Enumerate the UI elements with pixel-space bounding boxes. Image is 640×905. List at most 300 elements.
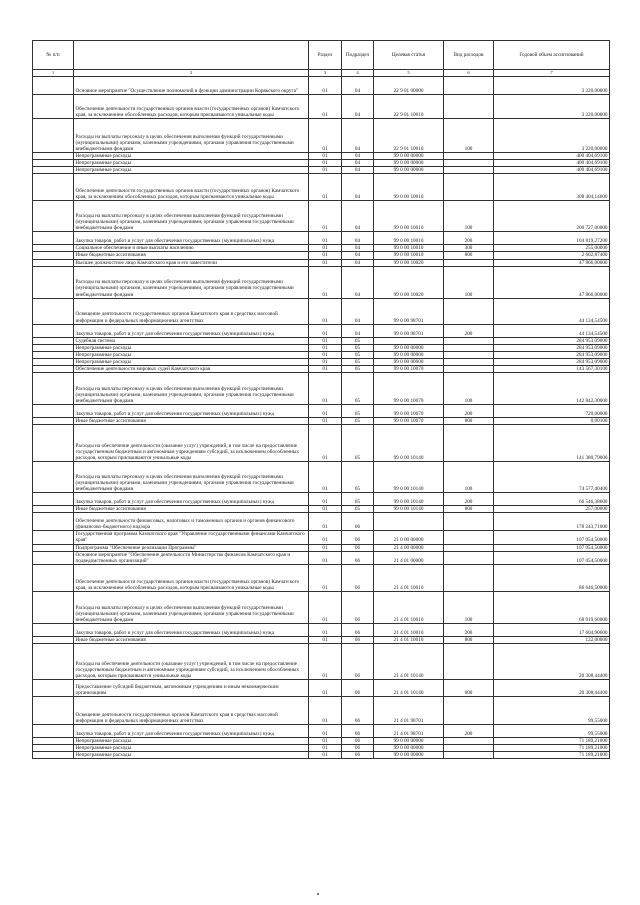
num-cell	[33, 623, 74, 636]
vr-cell: 200	[444, 232, 494, 245]
num-cell	[33, 696, 74, 724]
name-cell: Закупка товаров, работ и услуг для обеспечения государственных (муниципальных) нужд	[74, 724, 309, 737]
name-cell: Расходы на выплаты персоналу в целях обеспечения выполнения функций государственными (муниципальными) органами, казенными учреждениями, органами управления государственными внебюджетными фондами	[74, 266, 309, 298]
vr-cell: 100	[444, 373, 494, 405]
podrazdel-cell: 04	[342, 153, 374, 160]
name-cell: Закупка товаров, работ и услуг для обеспечения государственных (муниципальных) нужд	[74, 232, 309, 245]
razdel-cell: 01	[309, 373, 342, 405]
podrazdel-cell: 04	[342, 160, 374, 167]
table-row	[33, 462, 610, 493]
num-cell	[33, 752, 74, 759]
table-row	[33, 531, 610, 544]
razdel-cell: 01	[309, 623, 342, 636]
csr-cell: 99 0 00 98701	[374, 298, 444, 324]
podrazdel-cell: 06	[342, 591, 374, 623]
table-row	[33, 425, 610, 462]
num-cell	[33, 493, 74, 506]
csr-cell: 21 0 00 00000	[374, 531, 444, 544]
name-cell: Основное мероприятие "Осуществление полномочий в функции администрации Корякского округа"	[74, 77, 309, 95]
amount-cell: 44 134,54500	[494, 324, 610, 337]
amount-cell: 47 866,00000	[494, 266, 610, 298]
name-cell: Закупка товаров, работ и услуг для обеспечения государственных (муниципальных) нужд	[74, 324, 309, 337]
podrazdel-cell: 04	[342, 245, 374, 252]
num-cell	[33, 591, 74, 623]
razdel-cell: 01	[309, 696, 342, 724]
name-cell: Расходы на выплаты персоналу в целях обеспечения выполнения функций государственными (муниципальными) органами, казенными учреждениями, органами управления государственными внебюджетными фондами	[74, 373, 309, 405]
podrazdel-cell: 05	[342, 405, 374, 418]
vr-cell	[444, 531, 494, 544]
razdel-cell: 01	[309, 167, 342, 174]
vr-cell	[444, 366, 494, 373]
num-cell	[33, 425, 74, 462]
name-cell: Непрограммные расходы	[74, 358, 309, 365]
podrazdel-cell: 04	[342, 119, 374, 153]
amount-cell: 107 054,50000	[494, 544, 610, 551]
vr-cell: 100	[444, 119, 494, 153]
csr-cell: 99 0 00 10020	[374, 259, 444, 266]
num-cell	[33, 679, 74, 696]
razdel-cell: 01	[309, 266, 342, 298]
csr-cell: 21 4 01 10140	[374, 643, 444, 679]
header-name	[74, 41, 309, 70]
page-mark	[317, 893, 319, 895]
table-row	[33, 737, 610, 744]
razdel-cell: 01	[309, 531, 342, 544]
csr-cell	[374, 337, 444, 344]
podrazdel-cell: 04	[342, 201, 374, 232]
header-num: № п/п	[33, 41, 74, 70]
name-cell: Иные бюджетные ассигнования	[74, 252, 309, 259]
vr-cell: 800	[444, 506, 494, 513]
podrazdel-cell: 06	[342, 564, 374, 591]
razdel-cell: 01	[309, 636, 342, 643]
amount-cell: 284 953,09000	[494, 344, 610, 351]
name-cell: Обеспечение деятельности государственных органов власти (государственных органов) Камчатского края, за исключением обособленных расходов, которым присваиваются уникальные коды	[74, 564, 309, 591]
num-cell	[33, 174, 74, 201]
podrazdel-cell: 05	[342, 418, 374, 425]
name-cell: Иные бюджетные ассигнования	[74, 636, 309, 643]
vr-cell: 200	[444, 623, 494, 636]
amount-cell: 257,00000	[494, 506, 610, 513]
num-cell	[33, 418, 74, 425]
csr-cell: 99 0 00 10010	[374, 245, 444, 252]
csr-cell: 22 9 01 10010	[374, 119, 444, 153]
name-cell: Непрограммные расходы	[74, 160, 309, 167]
header-vr: Вид расходов	[444, 41, 494, 70]
podrazdel-cell: 05	[342, 337, 374, 344]
table-row	[33, 591, 610, 623]
vr-cell: 800	[444, 636, 494, 643]
vr-cell: 800	[444, 252, 494, 259]
name-cell: Освещение деятельности государственных органов Камчатского края в средствах массовой информации и федеральных информационных агентствах	[74, 696, 309, 724]
table-row	[33, 366, 610, 373]
vr-cell: 200	[444, 724, 494, 737]
table-row	[33, 513, 610, 531]
num-cell	[33, 266, 74, 298]
vr-cell	[444, 737, 494, 744]
num-cell	[33, 373, 74, 405]
podrazdel-cell: 06	[342, 724, 374, 737]
csr-cell: 99 0 00 10010	[374, 174, 444, 201]
num-cell	[33, 544, 74, 551]
amount-cell: 86 646,50000	[494, 564, 610, 591]
header-row	[33, 41, 610, 70]
name-cell: Иные бюджетные ассигнования	[74, 506, 309, 513]
table-row	[33, 298, 610, 324]
amount-cell: 178 243,71000	[494, 513, 610, 531]
razdel-cell: 01	[309, 201, 342, 232]
vr-cell	[444, 160, 494, 167]
amount-cell: 400 404,69100	[494, 160, 610, 167]
podrazdel-cell: 04	[342, 77, 374, 95]
csr-cell: 21 4 01 10140	[374, 679, 444, 696]
table-row	[33, 201, 610, 232]
csr-cell: 21 4 01 10010	[374, 591, 444, 623]
amount-cell: 308 404,14600	[494, 174, 610, 201]
vr-cell	[444, 351, 494, 358]
amount-cell: 99,55000	[494, 696, 610, 724]
num-cell	[33, 358, 74, 365]
num-cell	[33, 95, 74, 119]
podrazdel-cell: 05	[342, 506, 374, 513]
podrazdel-cell: 05	[342, 366, 374, 373]
vr-cell	[444, 564, 494, 591]
name-cell: Судебная система	[74, 337, 309, 344]
table-row	[33, 232, 610, 245]
name-cell: Непрограммные расходы	[74, 752, 309, 759]
name-cell: Закупка товаров, работ и услуг для обеспечения государственных (муниципальных) нужд	[74, 405, 309, 418]
csr-cell: 99 0 00 00000	[374, 358, 444, 365]
vr-cell	[444, 153, 494, 160]
podrazdel-cell: 05	[342, 344, 374, 351]
razdel-cell: 01	[309, 259, 342, 266]
amount-cell: 107 054,50000	[494, 531, 610, 544]
vr-cell	[444, 544, 494, 551]
razdel-cell: 01	[309, 724, 342, 737]
csr-cell: 99 0 00 10010	[374, 232, 444, 245]
num-cell	[33, 636, 74, 643]
razdel-cell: 01	[309, 366, 342, 373]
table-row	[33, 160, 610, 167]
name-cell: Расходы на обеспечение деятельности (оказание услуг) учреждений, в том числе на предоставление государственным бюджетным и автономным учреждениям субсидий, за исключением обособленных расходов, которым присваиваются уникальные коды	[74, 425, 309, 462]
csr-cell: 99 0 00 00000	[374, 153, 444, 160]
csr-cell: 99 0 00 10140	[374, 506, 444, 513]
amount-cell: 71 189,21000	[494, 752, 610, 759]
razdel-cell: 01	[309, 425, 342, 462]
header-csr: Целевая статья	[374, 41, 444, 70]
name-cell: Обеспечение деятельности государственных органов власти (государственных органов) Камчатского края, за исключением обособленных расходов, которым присваиваются уникальные коды	[74, 95, 309, 119]
csr-cell: 99 0 00 10140	[374, 493, 444, 506]
podrazdel-cell: 06	[342, 744, 374, 751]
name-cell: Предоставление субсидий бюджетным, автономным учреждениям и иным некоммерческим организациям	[74, 679, 309, 696]
name-cell: Обеспечение деятельности мировых судей Камчатского края	[74, 366, 309, 373]
razdel-cell: 01	[309, 245, 342, 252]
num-cell	[33, 201, 74, 232]
csr-cell: 99 0 00 00000	[374, 351, 444, 358]
num-cell	[33, 506, 74, 513]
csr-cell: 21 4 01 98701	[374, 724, 444, 737]
csr-cell	[374, 513, 444, 531]
amount-cell: 284 953,09000	[494, 358, 610, 365]
razdel-cell: 01	[309, 737, 342, 744]
podrazdel-cell: 06	[342, 737, 374, 744]
table-row	[33, 373, 610, 405]
razdel-cell: 01	[309, 493, 342, 506]
amount-cell: 122,00000	[494, 636, 610, 643]
vr-cell: 200	[444, 493, 494, 506]
name-cell: Обеспечение деятельности государственных органов власти (государственных органов) Камчатского края, за исключением обособленных расходов, которым присваиваются уникальные коды	[74, 174, 309, 201]
razdel-cell: 01	[309, 591, 342, 623]
vr-cell: 100	[444, 462, 494, 493]
podrazdel-cell: 04	[342, 232, 374, 245]
razdel-cell: 01	[309, 337, 342, 344]
podrazdel-cell: 06	[342, 636, 374, 643]
podrazdel-cell: 06	[342, 696, 374, 724]
csr-cell: 21 4 00 00000	[374, 544, 444, 551]
column-number-row	[33, 70, 610, 77]
razdel-cell: 01	[309, 544, 342, 551]
table-row	[33, 337, 610, 344]
amount-cell: 107 054,50000	[494, 551, 610, 564]
podrazdel-cell: 04	[342, 174, 374, 201]
name-cell: Непрограммные расходы	[74, 737, 309, 744]
num-cell	[33, 513, 74, 531]
num-cell	[33, 119, 74, 153]
amount-cell: 2 602,87400	[494, 252, 610, 259]
csr-cell: 99 0 00 10010	[374, 252, 444, 259]
num-cell	[33, 324, 74, 337]
razdel-cell: 01	[309, 351, 342, 358]
name-cell: Подпрограмма "Обеспечение реализации Программы"	[74, 544, 309, 551]
razdel-cell: 01	[309, 344, 342, 351]
amount-cell: 3 220,00000	[494, 119, 610, 153]
podrazdel-cell: 06	[342, 643, 374, 679]
table-row	[33, 418, 610, 425]
column-number: 1	[33, 70, 74, 77]
podrazdel-cell: 05	[342, 373, 374, 405]
table-row	[33, 119, 610, 153]
amount-cell: 141 380,79000	[494, 425, 610, 462]
csr-cell: 99 0 00 10070	[374, 366, 444, 373]
csr-cell: 99 0 00 00000	[374, 167, 444, 174]
table-row	[33, 344, 610, 351]
csr-cell: 21 4 01 10010	[374, 623, 444, 636]
table-row	[33, 506, 610, 513]
vr-cell: 100	[444, 266, 494, 298]
amount-cell: 142 842,30000	[494, 373, 610, 405]
column-number: 2	[74, 70, 309, 77]
num-cell	[33, 462, 74, 493]
table-row	[33, 696, 610, 724]
num-cell	[33, 232, 74, 245]
num-cell	[33, 564, 74, 591]
razdel-cell: 01	[309, 418, 342, 425]
amount-cell: 104 819,27200	[494, 232, 610, 245]
amount-cell: 47 866,00000	[494, 259, 610, 266]
podrazdel-cell: 06	[342, 513, 374, 531]
vr-cell	[444, 95, 494, 119]
amount-cell: 200 727,00000	[494, 201, 610, 232]
table-row	[33, 95, 610, 119]
column-number: 4	[342, 70, 374, 77]
razdel-cell: 01	[309, 77, 342, 95]
podrazdel-cell: 04	[342, 252, 374, 259]
amount-cell: 3 220,00000	[494, 77, 610, 95]
num-cell	[33, 351, 74, 358]
razdel-cell: 01	[309, 95, 342, 119]
podrazdel-cell: 05	[342, 358, 374, 365]
razdel-cell: 01	[309, 564, 342, 591]
csr-cell: 21 4 01 10010	[374, 636, 444, 643]
num-cell	[33, 337, 74, 344]
razdel-cell: 01	[309, 160, 342, 167]
table-row	[33, 643, 610, 679]
table-row	[33, 679, 610, 696]
name-cell: Освещение деятельности государственных органов Камчатского края в средствах массовой информации и федеральных информационных агентствах	[74, 298, 309, 324]
amount-cell: 17 604,90600	[494, 623, 610, 636]
podrazdel-cell: 04	[342, 266, 374, 298]
num-cell	[33, 724, 74, 737]
amount-cell: 400 404,69100	[494, 167, 610, 174]
table-row	[33, 752, 610, 759]
vr-cell: 300	[444, 245, 494, 252]
csr-cell: 99 0 00 00000	[374, 744, 444, 751]
podrazdel-cell: 05	[342, 425, 374, 462]
table-body	[33, 77, 610, 759]
column-number: 3	[309, 70, 342, 77]
razdel-cell: 01	[309, 744, 342, 751]
table-row	[33, 259, 610, 266]
vr-cell	[444, 696, 494, 724]
table-row	[33, 153, 610, 160]
podrazdel-cell: 05	[342, 462, 374, 493]
budget-allocation-table	[32, 40, 610, 759]
table-row	[33, 77, 610, 95]
vr-cell	[444, 174, 494, 201]
table-row	[33, 174, 610, 201]
vr-cell	[444, 167, 494, 174]
name-cell: Непрограммные расходы	[74, 351, 309, 358]
csr-cell: 21 4 01 00000	[374, 551, 444, 564]
name-cell: Обеспечение деятельности финансовых, налоговых и таможенных органов и органов финансового (финансово-бюджетного) надзора	[74, 513, 309, 531]
csr-cell: 99 0 00 98701	[374, 324, 444, 337]
vr-cell	[444, 551, 494, 564]
csr-cell: 99 0 00 10140	[374, 425, 444, 462]
vr-cell: 100	[444, 201, 494, 232]
num-cell	[33, 744, 74, 751]
table-row	[33, 551, 610, 564]
table-row	[33, 744, 610, 751]
num-cell	[33, 252, 74, 259]
name-cell: Государственная программа Камчатского края "Управление государственными финансами Камчатского края"	[74, 531, 309, 544]
column-number: 7	[494, 70, 610, 77]
razdel-cell: 01	[309, 232, 342, 245]
table-row	[33, 358, 610, 365]
vr-cell: 600	[444, 679, 494, 696]
amount-cell: 71 189,21000	[494, 737, 610, 744]
csr-cell: 21 4 01 98701	[374, 696, 444, 724]
podrazdel-cell: 04	[342, 324, 374, 337]
vr-cell	[444, 425, 494, 462]
table-row	[33, 623, 610, 636]
podrazdel-cell: 04	[342, 259, 374, 266]
num-cell	[33, 551, 74, 564]
amount-cell: 99,55000	[494, 724, 610, 737]
razdel-cell: 01	[309, 358, 342, 365]
name-cell: Закупка товаров, работ и услуг для обеспечения государственных (муниципальных) нужд	[74, 493, 309, 506]
name-cell: Иные бюджетные ассигнования	[74, 418, 309, 425]
table-row	[33, 493, 610, 506]
vr-cell	[444, 744, 494, 751]
razdel-cell: 01	[309, 252, 342, 259]
razdel-cell: 01	[309, 643, 342, 679]
csr-cell: 99 0 00 10140	[374, 462, 444, 493]
num-cell	[33, 366, 74, 373]
razdel-cell: 01	[309, 174, 342, 201]
vr-cell: 100	[444, 591, 494, 623]
header-amount: Годовой объем ассигнований	[494, 41, 610, 70]
table-row	[33, 564, 610, 591]
razdel-cell: 01	[309, 752, 342, 759]
vr-cell	[444, 77, 494, 95]
name-cell: Закупка товаров, работ и услуг для обеспечения государственных (муниципальных) нужд	[74, 623, 309, 636]
table-row	[33, 324, 610, 337]
razdel-cell: 01	[309, 513, 342, 531]
vr-cell: 200	[444, 405, 494, 418]
name-cell: Непрограммные расходы	[74, 344, 309, 351]
razdel-cell: 01	[309, 324, 342, 337]
num-cell	[33, 737, 74, 744]
num-cell	[33, 245, 74, 252]
podrazdel-cell: 06	[342, 544, 374, 551]
podrazdel-cell: 04	[342, 95, 374, 119]
razdel-cell: 01	[309, 298, 342, 324]
name-cell: Социальное обеспечение и иные выплаты населению	[74, 245, 309, 252]
csr-cell: 99 0 00 00000	[374, 737, 444, 744]
name-cell: Непрограммные расходы	[74, 153, 309, 160]
csr-cell: 99 0 00 10010	[374, 201, 444, 232]
razdel-cell: 01	[309, 462, 342, 493]
table-row	[33, 405, 610, 418]
amount-cell: 0,00100	[494, 418, 610, 425]
amount-cell: 20 308,44400	[494, 679, 610, 696]
podrazdel-cell: 05	[342, 351, 374, 358]
table-row	[33, 266, 610, 298]
podrazdel-cell: 04	[342, 298, 374, 324]
amount-cell: 71 189,21000	[494, 744, 610, 751]
name-cell: Расходы на выплаты персоналу в целях обеспечения выполнения функций государственными (муниципальными) органами, казенными учреждениями, органами управления государственными внебюджетными фондами	[74, 462, 309, 493]
table-row	[33, 724, 610, 737]
razdel-cell: 01	[309, 506, 342, 513]
vr-cell: 200	[444, 324, 494, 337]
amount-cell: 255,00000	[494, 245, 610, 252]
num-cell	[33, 643, 74, 679]
amount-cell: 68 919,60000	[494, 591, 610, 623]
header-razdel: Раздел	[309, 41, 342, 70]
column-number: 6	[444, 70, 494, 77]
podrazdel-cell: 06	[342, 531, 374, 544]
num-cell	[33, 153, 74, 160]
razdel-cell: 01	[309, 679, 342, 696]
amount-cell: 284 953,09000	[494, 351, 610, 358]
podrazdel-cell: 06	[342, 679, 374, 696]
vr-cell	[444, 358, 494, 365]
razdel-cell: 01	[309, 119, 342, 153]
name-cell: Расходы на обеспечение деятельности (оказание услуг) учреждений, в том числе на предоставление государственным бюджетным и автономным учреждениям субсидий, за исключением обособленных расходов, которым присваиваются уникальные коды	[74, 643, 309, 679]
name-cell: Непрограммные расходы	[74, 744, 309, 751]
table-row	[33, 167, 610, 174]
name-cell: Расходы на выплаты персоналу в целях обеспечения выполнения функций государственными (муниципальными) органами, казенными учреждениями, органами управления государственными внебюджетными фондами	[74, 201, 309, 232]
